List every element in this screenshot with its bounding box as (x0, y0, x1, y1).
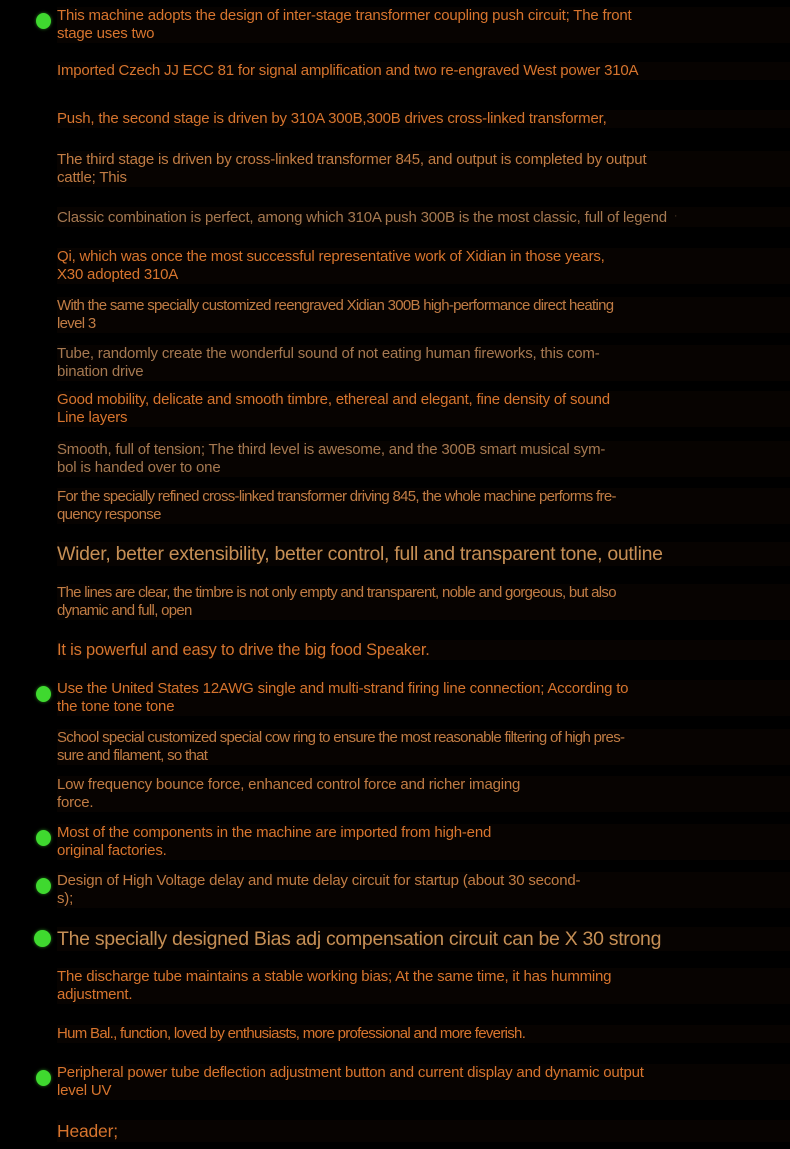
bullet-paragraph (57, 927, 790, 951)
bullet-icon (36, 830, 51, 846)
paragraph (57, 968, 790, 1004)
paragraph (57, 488, 790, 524)
text-line: The discharge tube maintains a stable working bias; At the same time, it has humming (57, 968, 612, 985)
text-line: Peripheral power tube deflection adjustment button and current display and dynamic output (57, 1064, 644, 1081)
paragraph (57, 729, 790, 765)
text-line: sure and filament, so that (57, 747, 208, 764)
paragraph (57, 640, 790, 660)
text-line: s); (57, 890, 74, 907)
text-line: Design of High Voltage delay and mute delay circuit for startup (about 30 second- (57, 872, 581, 889)
text-line: level UV (57, 1082, 112, 1099)
text-line: Push, the second stage is driven by 310A 300B,300B drives cross-linked transformer, (57, 110, 607, 127)
paragraph (57, 1025, 790, 1043)
paragraph (57, 584, 790, 620)
text-line: X30 adopted 310A (57, 266, 179, 283)
text-line: bol is handed over to one (57, 459, 221, 476)
text-line: School special customized special cow ring to ensure the most reasonable filtering of high pres- (57, 729, 625, 746)
text-line: Header; (57, 1121, 118, 1141)
product-description-page (0, 7, 790, 1149)
bullet-paragraph (57, 7, 790, 43)
text-line: dynamic and full, open (57, 602, 192, 619)
paragraph (57, 345, 790, 381)
paragraph (57, 297, 790, 333)
paragraph (57, 248, 790, 284)
text-line: the tone tone tone (57, 698, 175, 715)
text-line: quency response (57, 506, 161, 523)
bullet-paragraph (57, 680, 790, 716)
paragraph (57, 110, 790, 128)
text-line: cattle; This (57, 169, 127, 186)
text-line: Imported Czech JJ ECC 81 for signal amplification and two re-engraved West power 310A (57, 62, 639, 79)
bullet-icon (34, 930, 51, 947)
text-line: Use the United States 12AWG single and multi-strand firing line connection; According to (57, 680, 629, 697)
text-line: Hum Bal., function, loved by enthusiasts, more professional and more feverish. (57, 1025, 526, 1042)
text-line: Good mobility, delicate and smooth timbre, ethereal and elegant, fine density of sound (57, 391, 610, 408)
text-line: Low frequency bounce force, enhanced control force and richer imaging (57, 776, 521, 793)
paragraph (57, 1120, 790, 1142)
paragraph (57, 151, 790, 187)
paragraph (57, 776, 790, 812)
text-line: Smooth, full of tension; The third level is awesome, and the 300B smart musical sym- (57, 441, 606, 458)
text-line: bination drive (57, 363, 144, 380)
text-line: Wider, better extensibility, better control, full and transparent tone, outline (57, 543, 663, 565)
text-line: The third stage is driven by cross-linked transformer 845, and output is completed by output (57, 151, 647, 168)
text-line: It is powerful and easy to drive the big food Speaker. (57, 641, 430, 659)
bullet-icon (36, 878, 51, 894)
bullet-icon (36, 1070, 51, 1086)
text-line: adjustment. (57, 986, 133, 1003)
text-line: Line layers (57, 409, 128, 426)
bullet-paragraph (57, 1064, 790, 1100)
text-line: This machine adopts the design of inter-stage transformer coupling push circuit; The front (57, 7, 632, 24)
text-line: original factories. (57, 842, 167, 859)
text-line: Most of the components in the machine are imported from high-end (57, 824, 492, 841)
paragraph (57, 207, 790, 227)
bullet-paragraph (57, 872, 790, 908)
paragraph-list (0, 7, 790, 1142)
text-line: The specially designed Bias adj compensation circuit can be X 30 strong (57, 928, 662, 950)
bullet-icon (36, 686, 51, 702)
text-line: stage uses two (57, 25, 155, 42)
text-line: Qi, which was once the most successful representative work of Xidian in those years, (57, 248, 605, 265)
paragraph (57, 542, 790, 566)
text-line: With the same specially customized reengraved Xidian 300B high-performance direct heating (57, 297, 614, 314)
bullet-icon (36, 13, 51, 29)
paragraph (57, 441, 790, 477)
text-line: Classic combination is perfect, among which 310A push 300B is the most classic, full of legend · (57, 209, 678, 226)
paragraph (57, 62, 790, 80)
text-line: For the specially refined cross-linked transformer driving 845, the whole machine performs fre- (57, 488, 616, 505)
paragraph (57, 391, 790, 427)
text-line: The lines are clear, the timbre is not only empty and transparent, noble and gorgeous, but also (57, 584, 616, 601)
text-line: level 3 (57, 315, 96, 332)
text-line: Tube, randomly create the wonderful sound of not eating human fireworks, this com- (57, 345, 600, 362)
trailing-dot: · (673, 210, 678, 222)
text-line: force. (57, 794, 94, 811)
bullet-paragraph (57, 824, 790, 860)
